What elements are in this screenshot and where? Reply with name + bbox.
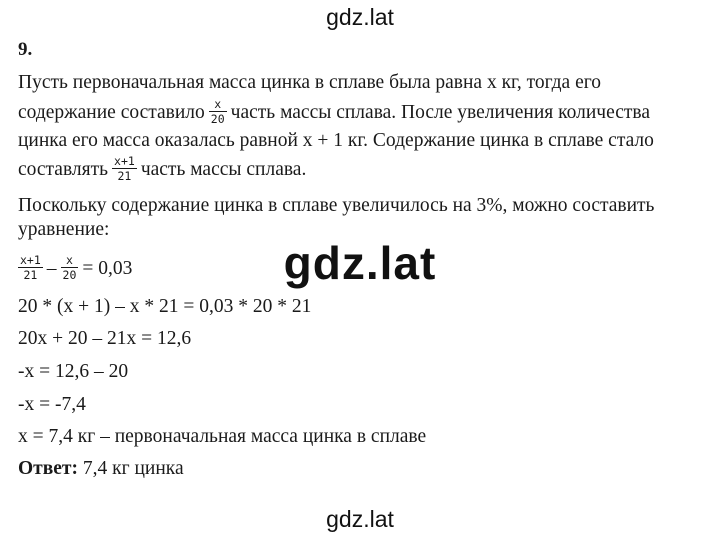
denominator: 21 (117, 169, 132, 183)
step-5: х = 7,4 кг – первоначальная масса цинка в сплаве (18, 426, 427, 447)
paragraph-1-line-4 (18, 156, 306, 185)
watermark-middle: gdz.lat (283, 237, 437, 289)
watermark-bottom: gdz.lat (326, 506, 394, 532)
fraction-x-plus-1-over-21 (18, 253, 43, 282)
minus-sign: – (46, 257, 57, 279)
step-1: 20 * (х + 1) – х * 21 = 0,03 * 20 * 21 (18, 296, 312, 317)
paragraph-1-line-3: цинка его масса оказалась равной х + 1 кг. Содержание цинка в сплаве стало (18, 130, 654, 151)
fraction-x-plus-1-over-21 (112, 154, 137, 183)
denominator: 20 (62, 268, 77, 282)
text: часть массы сплава. После увеличения количества (230, 101, 650, 123)
numerator: x (61, 253, 79, 268)
fraction-x-over-20 (209, 97, 227, 126)
paragraph-2-line-2: уравнение: (18, 219, 110, 240)
task-number: 9. (18, 39, 33, 60)
answer-label: Ответ: (18, 458, 79, 479)
fraction-x-over-20 (61, 253, 79, 282)
numerator: x+1 (20, 253, 41, 267)
numerator: x+1 (114, 154, 135, 168)
equation-line (18, 255, 132, 284)
denominator: 21 (23, 268, 38, 282)
numerator: x (209, 97, 227, 112)
answer-line (18, 457, 184, 481)
equation-rhs: = 0,03 (82, 257, 133, 279)
paragraph-1-line-2 (18, 99, 650, 128)
paragraph-2-line-1: Поскольку содержание цинка в сплаве увеличилось на 3%, можно составить (18, 195, 655, 216)
watermark-top: gdz.lat (326, 4, 394, 30)
answer-value: 7,4 кг цинка (82, 458, 184, 479)
step-4: -х = -7,4 (18, 394, 86, 415)
text: часть массы сплава. (140, 158, 307, 180)
denominator: 20 (210, 112, 225, 126)
paragraph-1-line-1: Пусть первоначальная масса цинка в сплаве была равна х кг, тогда его (18, 72, 602, 93)
step-3: -х = 12,6 – 20 (18, 361, 129, 382)
text: содержание составило (18, 101, 205, 123)
step-2: 20х + 20 – 21х = 12,6 (18, 328, 192, 349)
text: составлять (18, 158, 109, 180)
